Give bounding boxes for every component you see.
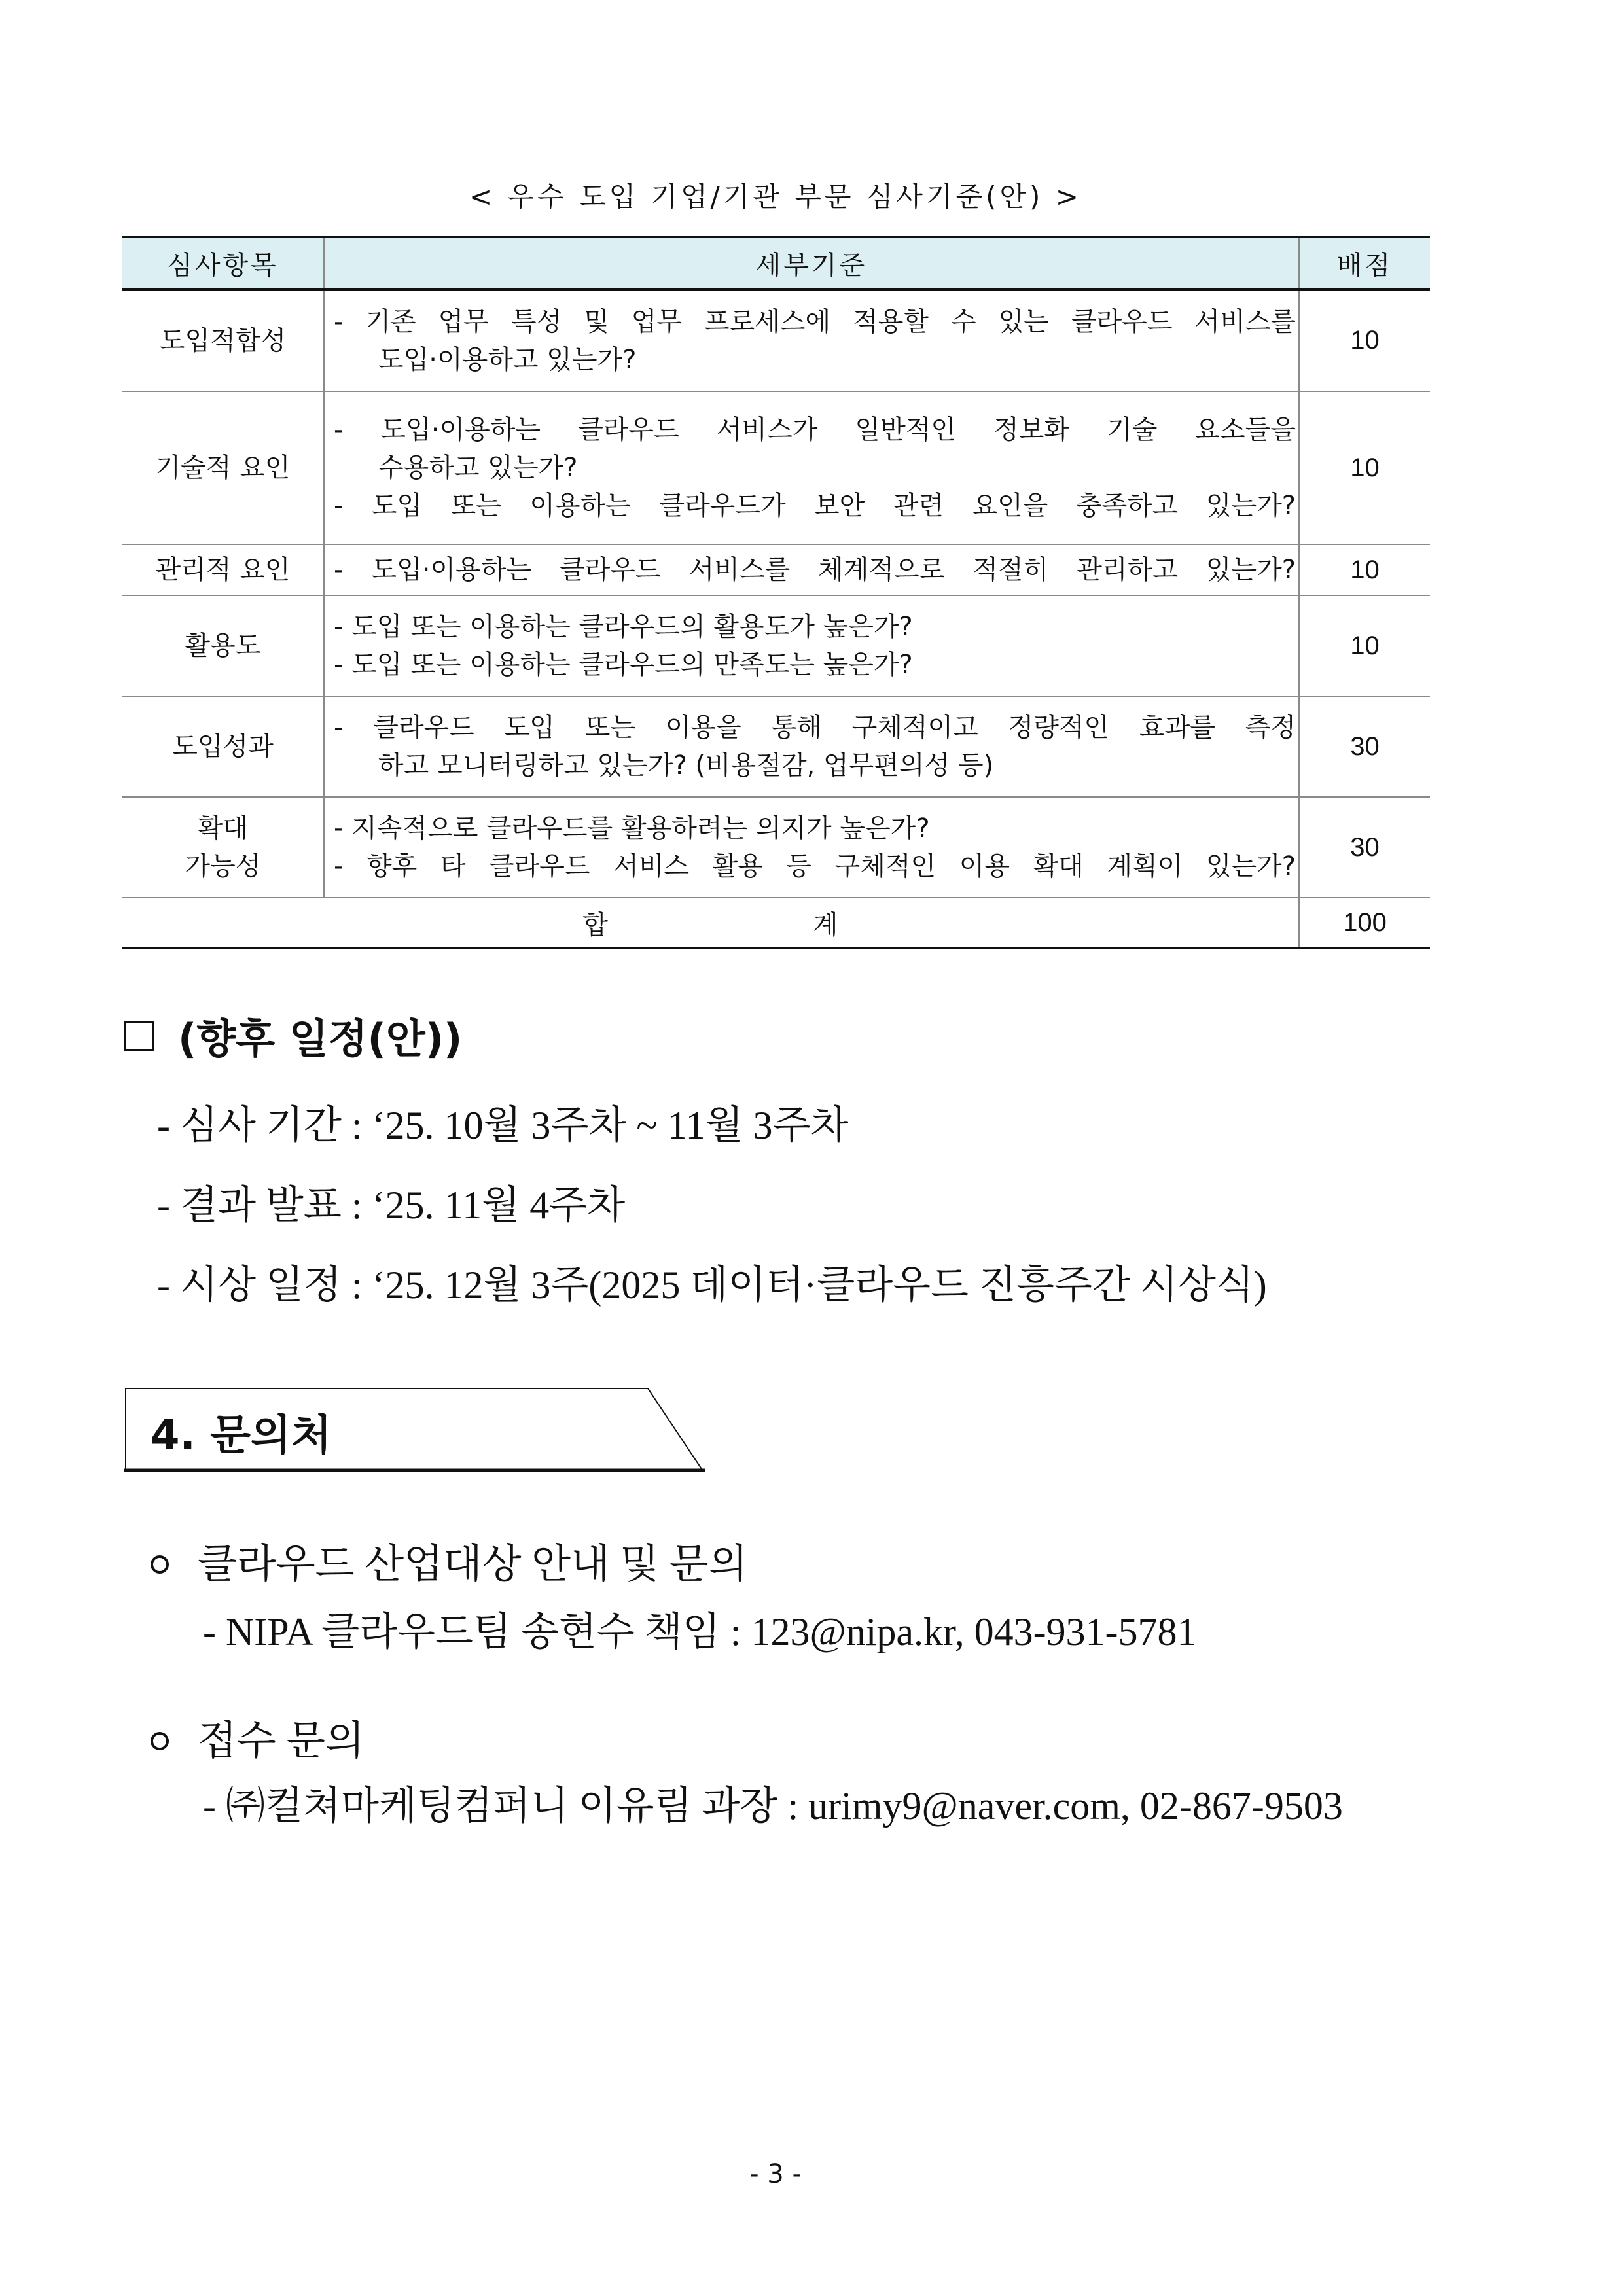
circle-bullet-icon	[151, 1555, 169, 1574]
criteria-line: - 지속적으로 클라우드를 활용하려는 의지가 높은가?	[334, 813, 930, 843]
inquiry-title	[151, 1708, 365, 1766]
row-criteria	[324, 696, 1299, 797]
row-score: 10	[1299, 289, 1430, 391]
criteria-line: - 도입·이용하는 클라우드 서비스가 일반적인 정보화 기술 요소들을	[334, 415, 1296, 445]
criteria-line: - 클라우드 도입 또는 이용을 통해 구체적이고 정량적인 효과를 측정	[334, 713, 1296, 743]
inquiry-detail: - NIPA 클라우드팀 송현수 책임 : 123@nipa.kr, 043-931-5781	[203, 1610, 1197, 1653]
inquiry-detail: - ㈜컬쳐마케팅컴퍼니 이유림 과장 : urimy9@naver.com, 02-867-9503	[203, 1784, 1343, 1828]
inquiry-title-text: 접수 문의	[198, 1719, 365, 1763]
section-title: 4. 문의처	[151, 1411, 332, 1460]
row-score: 10	[1299, 595, 1430, 696]
row-criteria	[324, 289, 1299, 391]
row-score: 30	[1299, 797, 1430, 898]
circle-bullet-icon	[151, 1732, 169, 1750]
inquiry-title	[151, 1531, 748, 1589]
table-row	[122, 696, 1430, 797]
row-item-label: 도입성과	[172, 732, 274, 762]
row-item-label: 기술적 요인	[155, 453, 291, 483]
row-item	[122, 595, 324, 696]
table-caption: < 우수 도입 기업/기관 부문 심사기준(안) >	[469, 181, 1082, 213]
row-criteria	[324, 595, 1299, 696]
table-row	[122, 289, 1430, 391]
total-score: 100	[1299, 898, 1430, 948]
row-item-label: 활용도	[185, 631, 261, 661]
criteria-line: - 도입·이용하는 클라우드 서비스를 체계적으로 적절히 관리하고 있는가?	[334, 555, 1296, 585]
schedule-item: - 결과 발표 : ‘25. 11월 4주차	[157, 1184, 626, 1227]
row-item	[122, 544, 324, 595]
criteria-line: - 도입 또는 이용하는 클라우드가 보안 관련 요인을 충족하고 있는가?	[334, 491, 1296, 521]
row-item-label: 가능성	[185, 851, 261, 881]
criteria-table	[122, 236, 1430, 949]
row-item	[122, 289, 324, 391]
row-item-label: 확대	[197, 813, 249, 843]
row-item	[122, 797, 324, 898]
criteria-line: - 기존 업무 특성 및 업무 프로세스에 적용할 수 있는 클라우드 서비스를	[334, 306, 1296, 337]
row-criteria	[324, 544, 1299, 595]
row-item-label: 관리적 요인	[155, 555, 291, 585]
checkbox-icon	[124, 1021, 154, 1051]
criteria-line: 수용하고 있는가?	[378, 453, 578, 483]
row-item-label: 도입적합성	[159, 325, 287, 356]
row-criteria	[324, 797, 1299, 898]
page-number: - 3 -	[749, 2159, 802, 2189]
row-score: 30	[1299, 696, 1430, 797]
row-score: 10	[1299, 544, 1430, 595]
header-item: 심사항목	[122, 237, 324, 289]
table-row	[122, 391, 1430, 544]
criteria-line: 도입·이용하고 있는가?	[378, 344, 637, 375]
schedule-heading	[124, 1006, 462, 1065]
table-header-row	[122, 237, 1430, 289]
header-score: 배점	[1299, 237, 1430, 289]
row-item	[122, 696, 324, 797]
schedule-heading-text: (향후 일정(안))	[178, 1015, 463, 1063]
table-total-row	[122, 898, 1430, 948]
criteria-line: - 향후 타 클라우드 서비스 활용 등 구체적인 이용 확대 계획이 있는가?	[334, 851, 1296, 881]
header-criteria: 세부기준	[324, 237, 1299, 289]
row-item	[122, 391, 324, 544]
schedule-item: - 시상 일정 : ‘25. 12월 3주(2025 데이터·클라우드 진흥주간 시상식)	[157, 1263, 1267, 1307]
table-row	[122, 797, 1430, 898]
total-label: 합 계	[122, 898, 1299, 948]
section-heading-box	[124, 1387, 705, 1472]
schedule-item: - 심사 기간 : ‘25. 10월 3주차 ~ 11월 3주차	[157, 1104, 849, 1147]
row-score: 10	[1299, 391, 1430, 544]
row-criteria	[324, 391, 1299, 544]
criteria-line: 하고 모니터링하고 있는가? (비용절감, 업무편의성 등)	[378, 751, 994, 781]
inquiry-title-text: 클라우드 산업대상 안내 및 문의	[198, 1542, 748, 1587]
table-row	[122, 595, 1430, 696]
criteria-line: - 도입 또는 이용하는 클라우드의 활용도가 높은가?	[334, 612, 913, 642]
criteria-line: - 도입 또는 이용하는 클라우드의 만족도는 높은가?	[334, 650, 913, 680]
table-row	[122, 544, 1430, 595]
